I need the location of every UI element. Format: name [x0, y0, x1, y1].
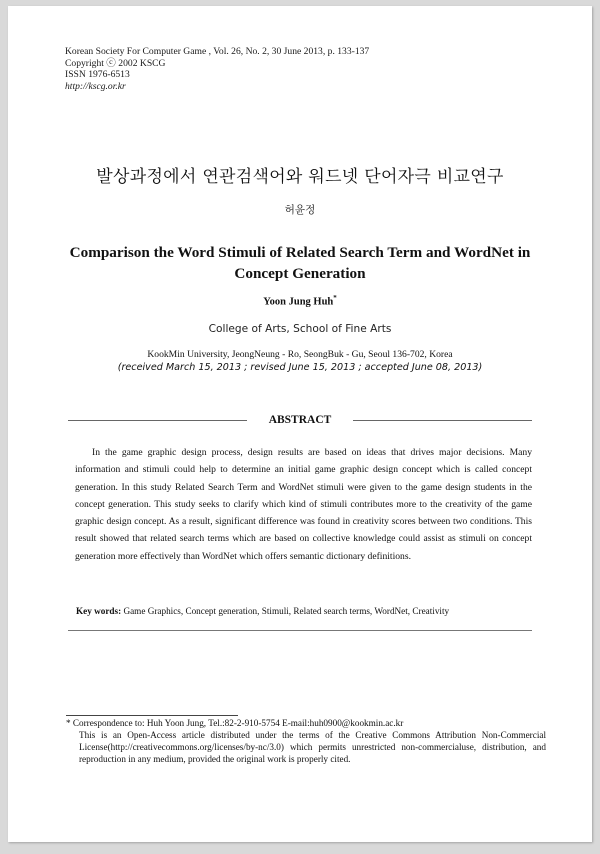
abstract-rule-left: [68, 420, 247, 421]
author-marker: *: [333, 294, 337, 302]
footnote: [66, 717, 546, 765]
submission-dates: (received March 15, 2013 ; revised June 15, 2013 ; accepted June 08, 2013): [117, 362, 483, 373]
issn-line: ISSN 1976-6513: [65, 69, 130, 80]
license-note: This is an Open-Access article distributed under the terms of the Creative Commons Attribution Non-Commercial License(http://creativecommons.org/licenses/by-nc/3.0) which permits unrestricted non-commercialuse, distribution, and reproduction in any medium, provided the original work is properly cited.: [79, 730, 546, 764]
english-author: [8, 294, 592, 308]
author-name: Yoon Jung Huh: [263, 296, 334, 308]
keywords-label: Key words:: [76, 606, 122, 616]
english-title: Comparison the Word Stimuli of Related Search Term and WordNet in Concept Generation: [69, 244, 531, 282]
journal-url[interactable]: http://kscg.or.kr: [65, 80, 126, 92]
abstract-rule-right: [353, 420, 532, 421]
korean-author: 허윤정: [284, 204, 316, 216]
affiliation-college: College of Arts, School of Fine Arts: [208, 323, 392, 335]
correspondence-note: * Correspondence to: Huh Yoon Jung, Tel.:82-2-910-5754 E-mail:huh0900@kookmin.ac.kr: [66, 718, 404, 728]
keywords-text: Game Graphics, Concept generation, Stimuli, Related search terms, WordNet, Creativity: [123, 606, 450, 616]
paper-page: [8, 6, 592, 842]
affiliation-address: KookMin University, JeongNeung - Ro, SeongBuk - Gu, Seoul 136-702, Korea: [147, 349, 453, 360]
korean-title: 발상과정에서 연관검색어와 워드넷 단어자극 비교연구: [96, 167, 504, 187]
abstract-text: In the game graphic design process, design results are based on ideas that drives major decisions. Many information and stimuli could help to determine an initial game graphic design concept which is called concept generation. In this study Related Search Term and WordNet stimuli were given to the game design students in the concept generation. This study seeks to clarify which kind of stimuli contributes more to the creativity of the game graphic design concept. As a result, significant difference was found in creativity scores between two conditions. This result showed that related search terms which are based on collective knowledge could assist as stimuli on concept generation more effectively than WordNet which offers semantic dictionary definitions.: [75, 447, 532, 562]
journal-citation: Korean Society For Computer Game , Vol. 26, No. 2, 30 June 2013, p. 133-137: [65, 46, 370, 57]
section-divider: [68, 630, 532, 631]
abstract-heading: ABSTRACT: [268, 414, 332, 426]
keywords: [76, 606, 449, 616]
copyright-line: Copyright ⓒ 2002 KSCG: [65, 57, 166, 69]
abstract-heading-row: [68, 410, 532, 430]
journal-header: [65, 46, 369, 92]
footnote-divider: [66, 715, 238, 716]
